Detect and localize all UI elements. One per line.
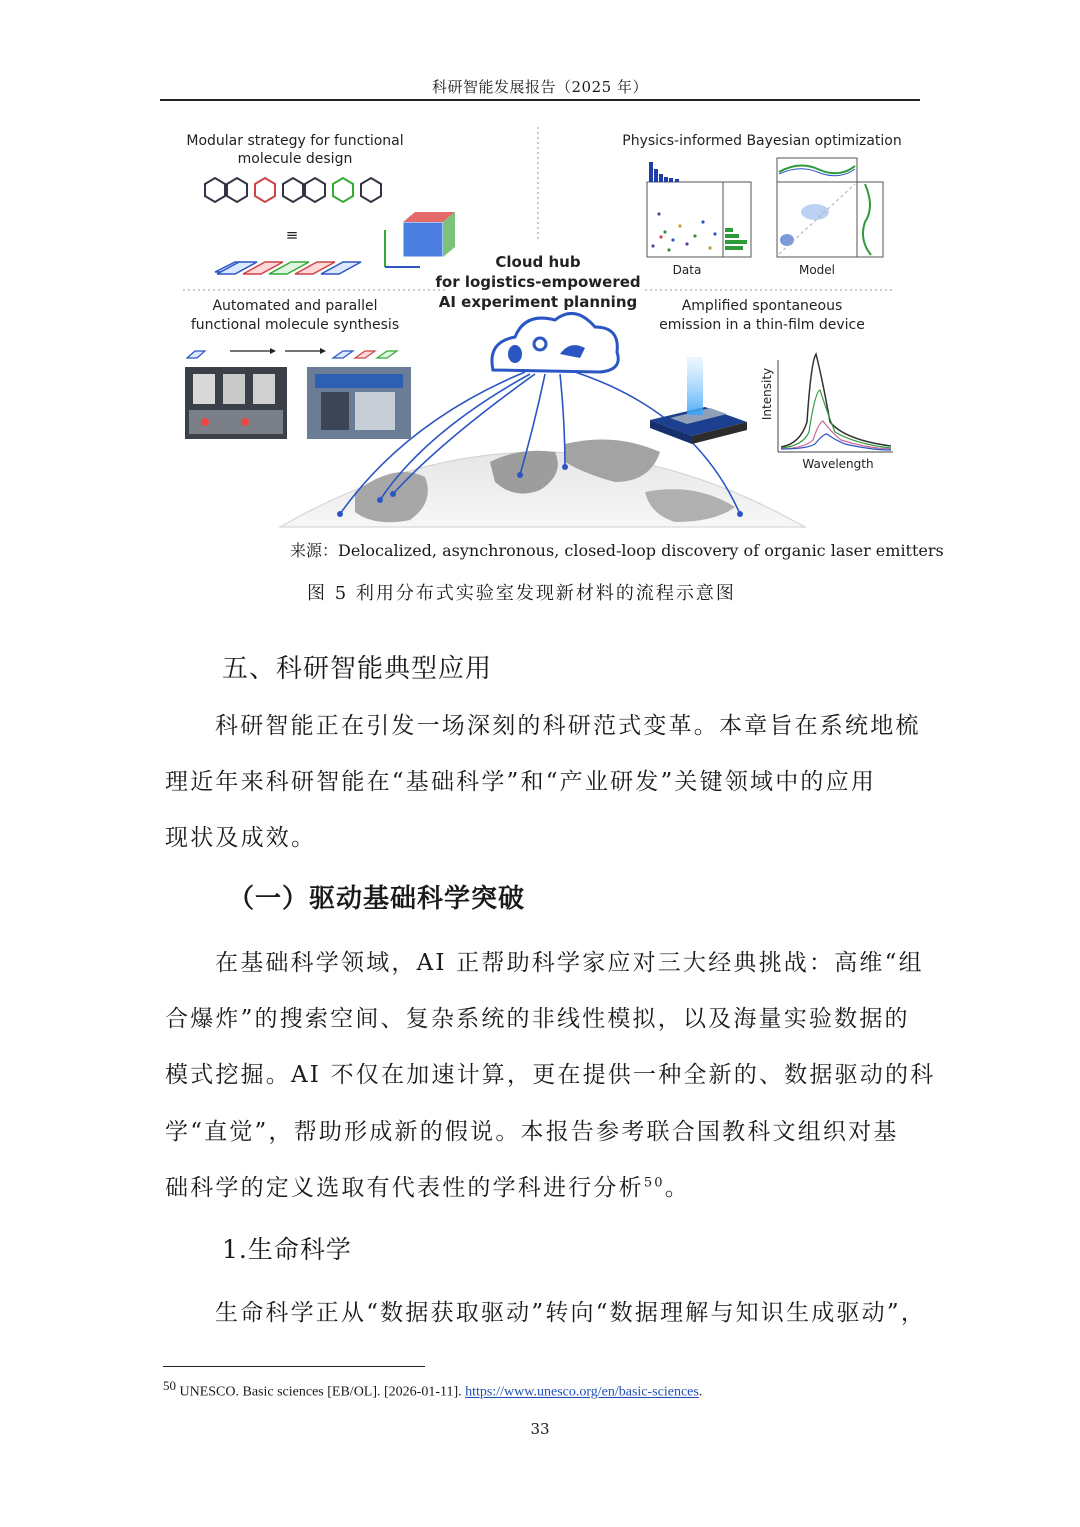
lab-photo-2	[307, 367, 411, 439]
intro-line-1: 科研智能正在引发一场深刻的科研范式变革。本章旨在系统地梳	[215, 713, 921, 739]
footnote-rule	[163, 1366, 425, 1367]
figure-illustration	[175, 122, 905, 532]
figure-source-caption: 来源：Delocalized, asynchronous, closed-loop discovery of organic laser emitters	[290, 541, 944, 560]
hub-title-3: AI experiment planning	[438, 293, 638, 311]
panel-tl-title-2: molecule design	[237, 151, 353, 167]
synthesis-scheme	[187, 348, 397, 358]
para2-line-2: 合爆炸”的搜索空间、复杂系统的非线性模拟，以及海量实验数据的	[165, 1006, 910, 1032]
panel-tl-title-1: Modular strategy for functional	[186, 133, 404, 149]
para2-line-3: 模式挖掘。AI 不仅在加速计算，更在提供一种全新的、数据驱动的科	[165, 1062, 936, 1088]
intro-line-3: 现状及成效。	[165, 825, 317, 851]
para2-line-5	[165, 1169, 690, 1202]
para2-line-5-text: 础科学的定义选取有代表性的学科进行分析	[165, 1175, 644, 1201]
panel-br-title-2: emission in a thin-film device	[659, 317, 865, 333]
subsection-heading: （一）驱动基础科学突破	[228, 884, 526, 914]
cloud-hub-icon	[492, 313, 618, 372]
footnote-number: 50	[163, 1378, 176, 1393]
footnote-end: .	[698, 1384, 703, 1400]
footnote-link[interactable]: https://www.unesco.org/en/basic-sciences	[465, 1384, 699, 1400]
data-label: Data	[672, 263, 702, 277]
footnote-text: UNESCO. Basic sciences [EB/OL]. [2026-01-11].	[179, 1384, 466, 1400]
panel-bl-title-2: functional molecule synthesis	[190, 317, 400, 333]
lab-photo-1	[185, 367, 287, 439]
panel-br-title-1: Amplified spontaneous	[681, 298, 843, 314]
running-header: 科研智能发展报告（2025 年）	[432, 78, 648, 96]
thin-film-device-icon	[650, 357, 747, 444]
section-heading: 五、科研智能典型应用	[222, 654, 493, 684]
footnote-ref-50[interactable]: 50	[643, 1175, 665, 1191]
panel-tr-title: Physics-informed Bayesian optimization	[622, 133, 902, 149]
hub-title-2: for logistics-empowered	[435, 273, 641, 291]
para2-line-4: 学“直觉”，帮助形成新的假说。本报告参考联合国教科文组织对基	[165, 1119, 899, 1145]
model-label: Model	[798, 263, 836, 277]
wavelength-label: Wavelength	[802, 457, 874, 471]
header-rule	[160, 99, 920, 101]
intensity-spectrum-plot	[778, 354, 893, 452]
hub-title-1: Cloud hub	[495, 253, 581, 271]
model-plot	[777, 158, 883, 257]
building-block-sequence	[215, 262, 361, 274]
figure-caption: 图 5 利用分布式实验室发现新材料的流程示意图	[307, 583, 736, 604]
subsubsection-heading: 1.生命科学	[222, 1235, 352, 1264]
panel-bl-title-1: Automated and parallel	[212, 298, 378, 314]
data-plot	[647, 162, 751, 257]
molecule-structure-icon	[205, 178, 381, 202]
figure-closed-loop-discovery	[175, 122, 905, 532]
3d-cube-icon	[385, 212, 455, 267]
globe-graphic	[280, 440, 805, 528]
intro-line-2: 理近年来科研智能在“基础科学”和“产业研发”关键领域中的应用	[165, 769, 877, 795]
para3-line-1: 生命科学正从“数据获取驱动”转向“数据理解与知识生成驱动”，	[215, 1300, 927, 1326]
intensity-label: Intensity	[760, 367, 774, 421]
para2-line-1: 在基础科学领域，AI 正帮助科学家应对三大经典挑战：高维“组	[215, 950, 924, 976]
page-number: 33	[530, 1420, 550, 1438]
footnote	[163, 1378, 702, 1401]
para2-line-5-end: 。	[664, 1175, 690, 1201]
equivalence-symbol: ≡	[285, 226, 299, 244]
